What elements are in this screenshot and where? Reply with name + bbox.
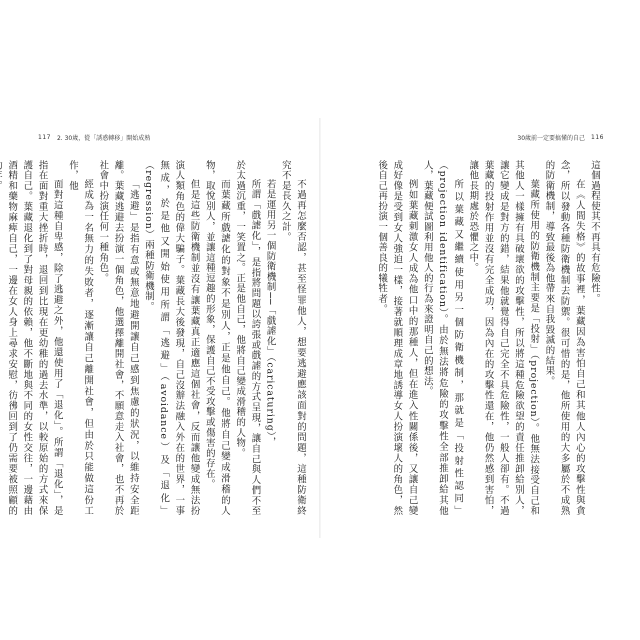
paragraph: 在《人間失格》的故事裡，葉藏因為害怕自己和其他人內心的攻擊性與貪念，所以發動各種防衛機制去防禦。很可惜的是，他所使用的大多屬於不成熟的防衛機制，導致最後為他帶來自我毀滅的結果。 (543, 160, 585, 516)
paragraph: 「逃避」是指有意或無意地避開讓自己感到焦慮的狀況，以維持安全距離。葉藏逃避去扮演一個角色，他選擇離開社會，不願意走入社會，也不再於社會中扮演任何一種角色。 (97, 160, 139, 516)
right-chapter-title: 30歲前一定要搞懂的自己 (517, 134, 586, 142)
right-running-head (517, 132, 604, 142)
paragraph: 而葉藏所戲謔化的對象不是別人，正是他自己。他將自己變成滑稽的人物，取悅別人，並讓這種逗趣的形象，保護自己不受攻擊或傷害的存在。 (203, 160, 230, 516)
paragraph: 經成為一名無力的失敗者，逐漸讓自己離開社會，但由於只能做這份工作，他 (66, 160, 94, 516)
left-chapter-title: 2. 30歲，從「誘惑轉移」開始成熟 (56, 134, 151, 142)
paragraph: 例如葉藏刺激女人成為他口中的那種人，但在進入性關係後，又讓自己變成好像是受到女人強迫一樣，接著就順理成章地誘導女人扮演壞人的角色，然後自己再扮演一個善良的犧牲者。 (376, 160, 418, 516)
right-page-number: 116 (591, 133, 604, 141)
book-gutter (319, 118, 321, 538)
paragraph: 面對這種自卑感，除了逃避之外，他還使用了「退化」。所謂「退化」，是指在面對重大挫折時，退回到比現在更幼稚的過去水準，以較原始的方式來保護自己。葉藏退化到了對母親的依賴，他不斷地與不同的女性交往，一邊藉由酒精和藥物麻痺自己，一邊在女人身上尋求安慰，彷彿回到了仍需要被照顧的 (6, 160, 63, 516)
paragraph: 葉藏所使用的防衛機制主要是「投射」（projection）。他無法接受自己和其他人一樣擁有具破壞欲的攻擊性，所以將這種危險欲望的責任推卸給別人，讓它變成是對方的錯，結果他就覺得自己完全不具危險性，一般人卻有。不過葉藏的投射作用並沒有完全成功，因為內在的攻擊性還在，他仍然感到害怕，讓他長期處於恐懼之中。 (467, 160, 540, 516)
paragraph: 但是這些防衛機制並沒有讓葉藏真正適應這個社會，反而讓他變成無法扮演人類角色的偉大騙子。葉藏長大後發現，自己沒辦法融入外在的世界，一事無成，於是他又開始使用所謂「逃避」（avoidance）及「退化」（regression）兩種防衛機制。 (142, 160, 200, 516)
paragraph: 若是運用另一個防衛機制──「戲謔化」（caricaturing）， (264, 178, 276, 448)
left-body-text (6, 160, 308, 516)
paragraph: 所以葉藏又繼續使用另一個防衛機制，那就是「投射性認同」（projection identification）。由於無法將危險的攻擊性全部推卸給其他人，葉藏便試圖利用他人的行為來證明自己的想法。 (421, 160, 464, 516)
right-body-text (334, 160, 602, 516)
paragraph: 不過再怎麼否認，甚至怪罪他人，想要逃避應該面對的問題，這種防衛終究不是長久之計。 (279, 160, 306, 516)
left-running-head (38, 132, 150, 142)
paragraph: 所謂「戲謔化」，是指將問題以誇張或戲謔的方式呈現，讓自己與人們不至於太過沉重，一笑置之。正是他自己，他將自己變成滑稽的人物。 (234, 160, 261, 516)
left-page-number: 117 (38, 133, 51, 141)
paragraph: 這個過程使其不再具有危險性。 (589, 160, 600, 305)
